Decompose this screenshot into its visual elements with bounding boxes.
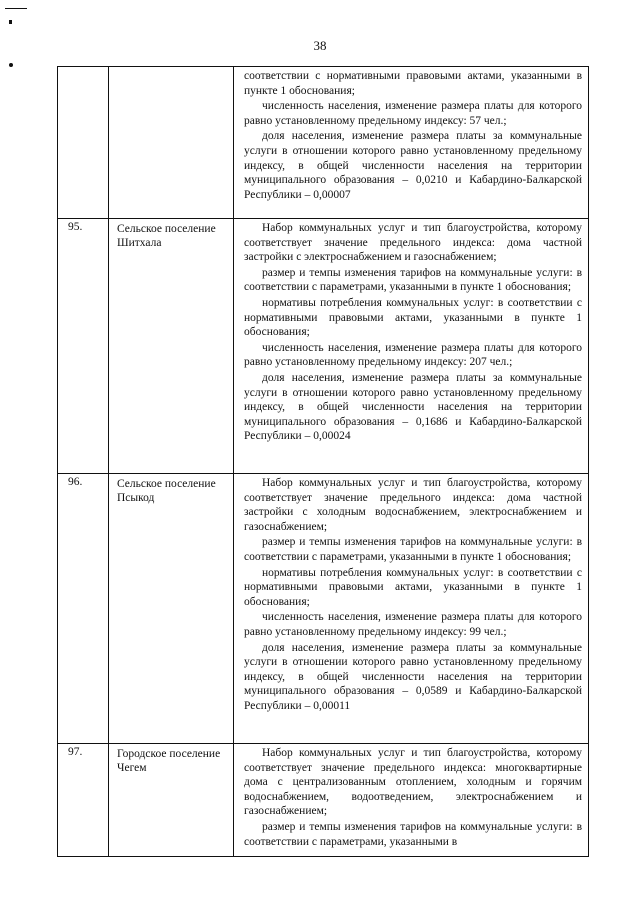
row-number: 95. [58, 219, 109, 474]
description-cell [234, 744, 589, 857]
row-number: 96. [58, 474, 109, 744]
scan-mark-top [5, 8, 27, 9]
paragraph: Набор коммунальных услуг и тип благоустройства, которому соответствует значение предельного индекса: многоквартирные дома с централизованным отоплением, холодным и горячим водоснабжением, водоотведением, электроснабжением и газоснабжением; [244, 747, 582, 818]
paragraph: нормативы потребления коммунальных услуг: в соответствии с нормативными правовыми актами, указанными в пункте 1 обоснования; [244, 566, 582, 608]
table-row [58, 474, 589, 744]
paragraph: численность населения, изменение размера платы для которого равно установленному предельному индексу: 207 чел.; [244, 341, 582, 369]
row-number: 97. [58, 744, 109, 857]
scan-mark-dot-1 [9, 20, 12, 24]
description-cell [234, 219, 589, 474]
paragraph: размер и темпы изменения тарифов на коммунальные услуги: в соответствии с параметрами, указанными в пункте 1 обоснования; [244, 536, 582, 563]
paragraph: доля населения, изменение размера платы за коммунальные услуги в отношении которого равно установленному предельному индексу, в общей численности населения на территории муниципального образования – 0,0589 и Кабардино-Балкарской Республики – 0,00011 [244, 641, 582, 712]
paragraph: Набор коммунальных услуг и тип благоустройства, которому соответствует значение предельного индекса: дома частной застройки с холодным водоснабжением, электроснабжением и газоснабжением; [244, 477, 582, 533]
paragraph: Набор коммунальных услуг и тип благоустройства, которому соответствует значение предельного индекса: дома частной застройки с электроснабжением и газоснабжением; [244, 222, 582, 264]
paragraph: доля населения, изменение размера платы за коммунальные услуги в отношении которого равно установленному предельному индексу, в общей численности населения на территории муниципального образования – 0,0210 и Кабардино-Балкарской Республики – 0,00007 [244, 130, 582, 201]
table-row [58, 744, 589, 857]
page-number: 38 [313, 38, 327, 53]
description-cell [234, 67, 589, 219]
document-table [57, 66, 589, 857]
paragraph: соответствии с нормативными правовыми актами, указанными в пункте 1 обоснования; [244, 70, 582, 97]
paragraph: доля населения, изменение размера платы за коммунальные услуги в отношении которого равно установленному предельному индексу, в общей численности населения на территории муниципального образования – 0,1686 и Кабардино-Балкарской Республики – 0,00024 [244, 371, 582, 443]
paragraph: численность населения, изменение размера платы для которого равно установленному предельному индексу: 99 чел.; [244, 611, 582, 638]
settlement-name [109, 67, 234, 219]
row-number [58, 67, 109, 219]
settlement-name: Сельское поселение Шитхала [109, 219, 234, 474]
settlement-name: Городское поселение Чегем [109, 744, 234, 857]
table-row [58, 67, 589, 219]
paragraph: численность населения, изменение размера платы для которого равно установленному предельному индексу: 57 чел.; [244, 100, 582, 127]
paragraph: нормативы потребления коммунальных услуг: в соответствии с нормативными правовыми актами, указанными в пункте 1 обоснования; [244, 296, 582, 339]
paragraph: размер и темпы изменения тарифов на коммунальные услуги: в соответствии с параметрами, указанными в пункте 1 обоснования; [244, 266, 582, 294]
scan-mark-dot-2 [9, 63, 13, 67]
paragraph: размер и темпы изменения тарифов на коммунальные услуги: в соответствии с параметрами, указанными в [244, 820, 582, 848]
table-row [58, 219, 589, 474]
settlement-name: Сельское поселение Псыкод [109, 474, 234, 744]
description-cell [234, 474, 589, 744]
